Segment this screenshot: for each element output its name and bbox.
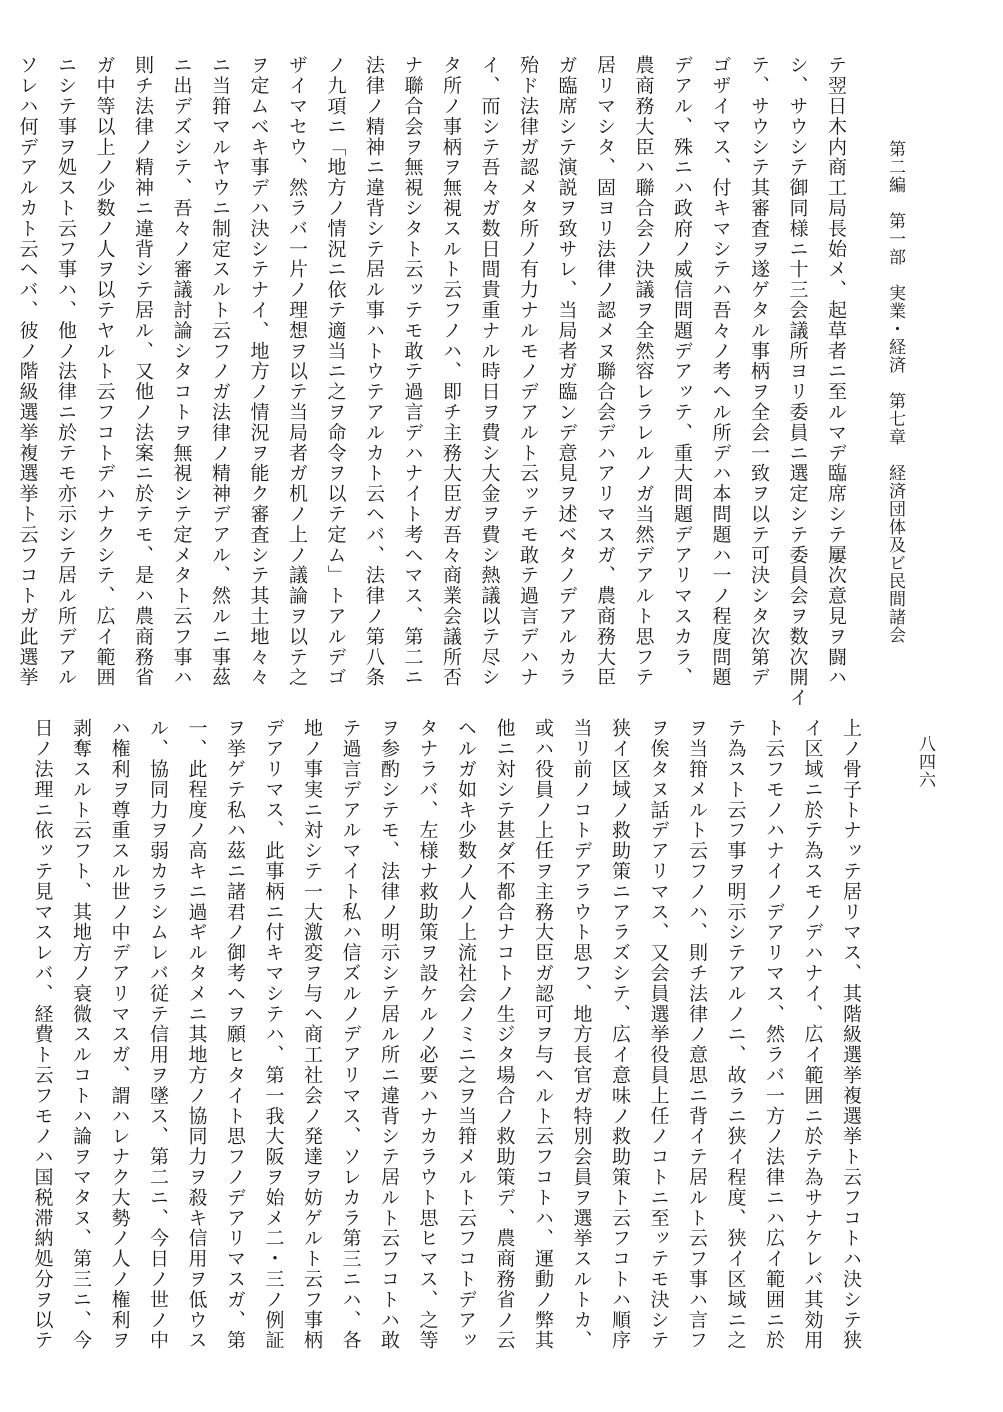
text-column: ガ中等以上ノ少数ノ人ヲ以テヤルト云フコトデハナクシテ、広イ範囲: [93, 55, 116, 688]
text-column: イ、而シテ吾々ガ数日間貴重ナル時日ヲ費シ大金ヲ費シ熱議以テ尽シ: [478, 55, 501, 688]
running-header: 第二編 第一部 実業・経済 第七章 経済団体及ビ民間諸会: [885, 140, 905, 644]
text-column: 狭イ区域ノ救助策ニアラズシテ、広イ意味ノ救助策ト云フコトハ順序: [609, 718, 631, 1351]
text-column: ト云フモノハナイノデアリマス、然ラバ一方ノ法律ニハ広イ範囲ニ於: [763, 718, 785, 1351]
text-column: テ為スト云フ事ヲ明示シテアルノニ、故ラニ狭イ程度、狭イ区域ニ之: [724, 718, 747, 1351]
text-column: 殆ド法律ガ認メタ所ノ有力ナルモノデアルト云ッテモ敢テ過言デハナ: [517, 55, 539, 688]
text-column: ソレハ何デアルカト云ヘバ、彼ノ階級選挙複選挙ト云フコトガ此選挙: [16, 55, 39, 688]
text-column: ヲ当箝メルト云フノハ、則チ法律ノ意思ニ背イテ居ルト云フ事ハ言フ: [686, 718, 708, 1351]
text-column: 則チ法律ノ精神ニ違背シテ居ル、又他ノ法案ニ於テモ、是ハ農商務省: [132, 55, 154, 688]
text-column: タナラバ、左様ナ救助策ヲ設ケルノ必要ハナカラウト思ヒマス、之等: [416, 718, 439, 1351]
text-column: ナ聯合会ヲ無視シタト云ッテモ敢テ過言デハナイト考ヘマス、第二ニ: [401, 55, 424, 688]
text-column: 上ノ骨子トナッテ居リマス、其階級選挙複選挙ト云フコトハ決シテ狭: [840, 718, 862, 1351]
text-column: ニシテ事ヲ処スト云フ事ハ、他ノ法律ニ於テモ亦示シテ居ル所デアル: [55, 55, 77, 688]
text-column: 地ノ事実ニ対シテ一大激変ヲ与ヘ商工社会ノ発達ヲ妨ゲルト云フ事柄: [301, 718, 323, 1351]
text-column: 居リマシタ、固ヨリ法律ノ認メヌ聯合会デハアリマスガ、農商務大臣: [594, 55, 616, 688]
text-column: ヲ俟タヌ話デアリマス、又会員選挙役員上任ノコトニ至ッテモ決シテ: [647, 718, 670, 1351]
text-column: テ翌日木内商工局長始メ、起草者ニ至ルマデ臨席シテ屢次意見ヲ闘ハ: [825, 55, 847, 688]
text-column: 当リ前ノコトデアラウト思フ、地方長官ガ特別会員ヲ選挙スルトカ、: [570, 718, 593, 1351]
text-column: シ、サウシテ御同様ニ十三会議所ヨリ委員ニ選定シテ委員会ヲ数次開イ: [786, 55, 809, 708]
text-column: 農商務大臣ハ聯合会ノ決議ヲ全然容レラレルノガ当然デアルト思フテ: [632, 55, 655, 688]
text-column: ヘルガ如キ少数ノ人ノ上流社会ノミニ之ヲ当箝メルト云フコトデアッ: [455, 718, 477, 1351]
text-column: 剥奪スルト云フト、其地方ノ衰微スルコトハ論ヲマタヌ、第三ニ、今: [70, 718, 92, 1351]
text-column: 他ニ対シテ甚ダ不都合ナコトノ生ジタ場合ノ救助策デ、農商務省ノ云: [493, 718, 516, 1351]
lower-text-block: [31, 718, 870, 1368]
text-column: デアリマス、此事柄ニ付キマシテハ、第一我大阪ヲ始メ二・三ノ例証: [262, 718, 285, 1351]
text-column: ノ九項ニ「地方ノ情況ニ依テ適当ニ之ヲ命令ヲ以テ定ム」トアルデゴ: [324, 55, 347, 688]
text-column: ハ権利ヲ尊重スル世ノ中デアリマスガ、謂ハレナク大勢ノ人ノ権利ヲ: [108, 718, 131, 1351]
text-column: イ区域ニ於テ為スモノデハナイ、広イ範囲ニ於テ為サナケレバ其効用: [801, 718, 824, 1351]
text-column: テ過言デアルマイト私ハ信ズルノデアリマス、ソレカラ第三ニハ、各: [339, 718, 362, 1351]
text-column: 或ハ役員ノ上任ヲ主務大臣ガ認可ヲ与ヘルト云フコトハ、運動ノ弊其: [532, 718, 554, 1351]
text-column: テ、サウシテ其審査ヲ遂ゲタル事柄ヲ全会一致ヲ以テ可決シタ次第デ: [748, 55, 770, 688]
text-column: 日ノ法理ニ依ッテ見マスレバ、経費ト云フモノハ国税滞納処分ヲ以テ: [31, 718, 54, 1351]
text-column: タ所ノ事柄ヲ無視スルト云フノハ、即チ主務大臣ガ吾々商業会議所否: [440, 55, 462, 688]
text-column: ル、協同力ヲ弱カラシムレバ従テ信用ヲ墜ス、第二ニ、今日ノ世ノ中: [147, 718, 169, 1351]
text-column: デアル、殊ニハ政府ノ威信問題デアッテ、重大問題デアリマスカラ、: [671, 55, 693, 688]
text-column: ニ出デズシテ、吾々ノ審議討論シタコトヲ無視シテ定メタト云フ事ハ: [170, 55, 193, 688]
text-column: ヲ定ムベキ事デハ決シテナイ、地方ノ情況ヲ能ク審査シテ其土地々々: [247, 55, 270, 688]
page-number: 八四六: [915, 735, 935, 789]
text-column: ガ臨席シテ演説ヲ致サレ、当局者ガ臨ンデ意見ヲ述ベタノデアルカラ: [555, 55, 578, 688]
text-column: ニ当箝マルヤウニ制定スルト云フノガ法律ノ精神デアル、然ルニ事茲: [209, 55, 231, 688]
upper-text-block: [16, 55, 855, 708]
text-column: ザイマセウ、然ラバ一片ノ理想ヲ以テ当局者ガ机ノ上ノ議論ヲ以テ之: [286, 55, 308, 688]
text-column: ヲ参酌シテモ、法律ノ明示シテ居ル所ニ違背シテ居ルト云フコトハ敢: [378, 718, 400, 1351]
text-column: ヲ挙ゲテ私ハ茲ニ諸君ノ御考ヘヲ願ヒタイト思フノデアリマスガ、第: [224, 718, 246, 1351]
text-column: 法律ノ精神ニ違背シテ居ル事ハトウテアルカト云ヘバ、法律ノ第八条: [363, 55, 385, 688]
text-column: ゴザイマス、付キマシテハ吾々ノ考ヘル所デハ本問題ハ一ノ程度問題: [709, 55, 732, 688]
text-column: 一、此程度ノ高キニ過ギルタメニ其地方ノ協同力ヲ殺キ信用ヲ低ウス: [185, 718, 208, 1351]
